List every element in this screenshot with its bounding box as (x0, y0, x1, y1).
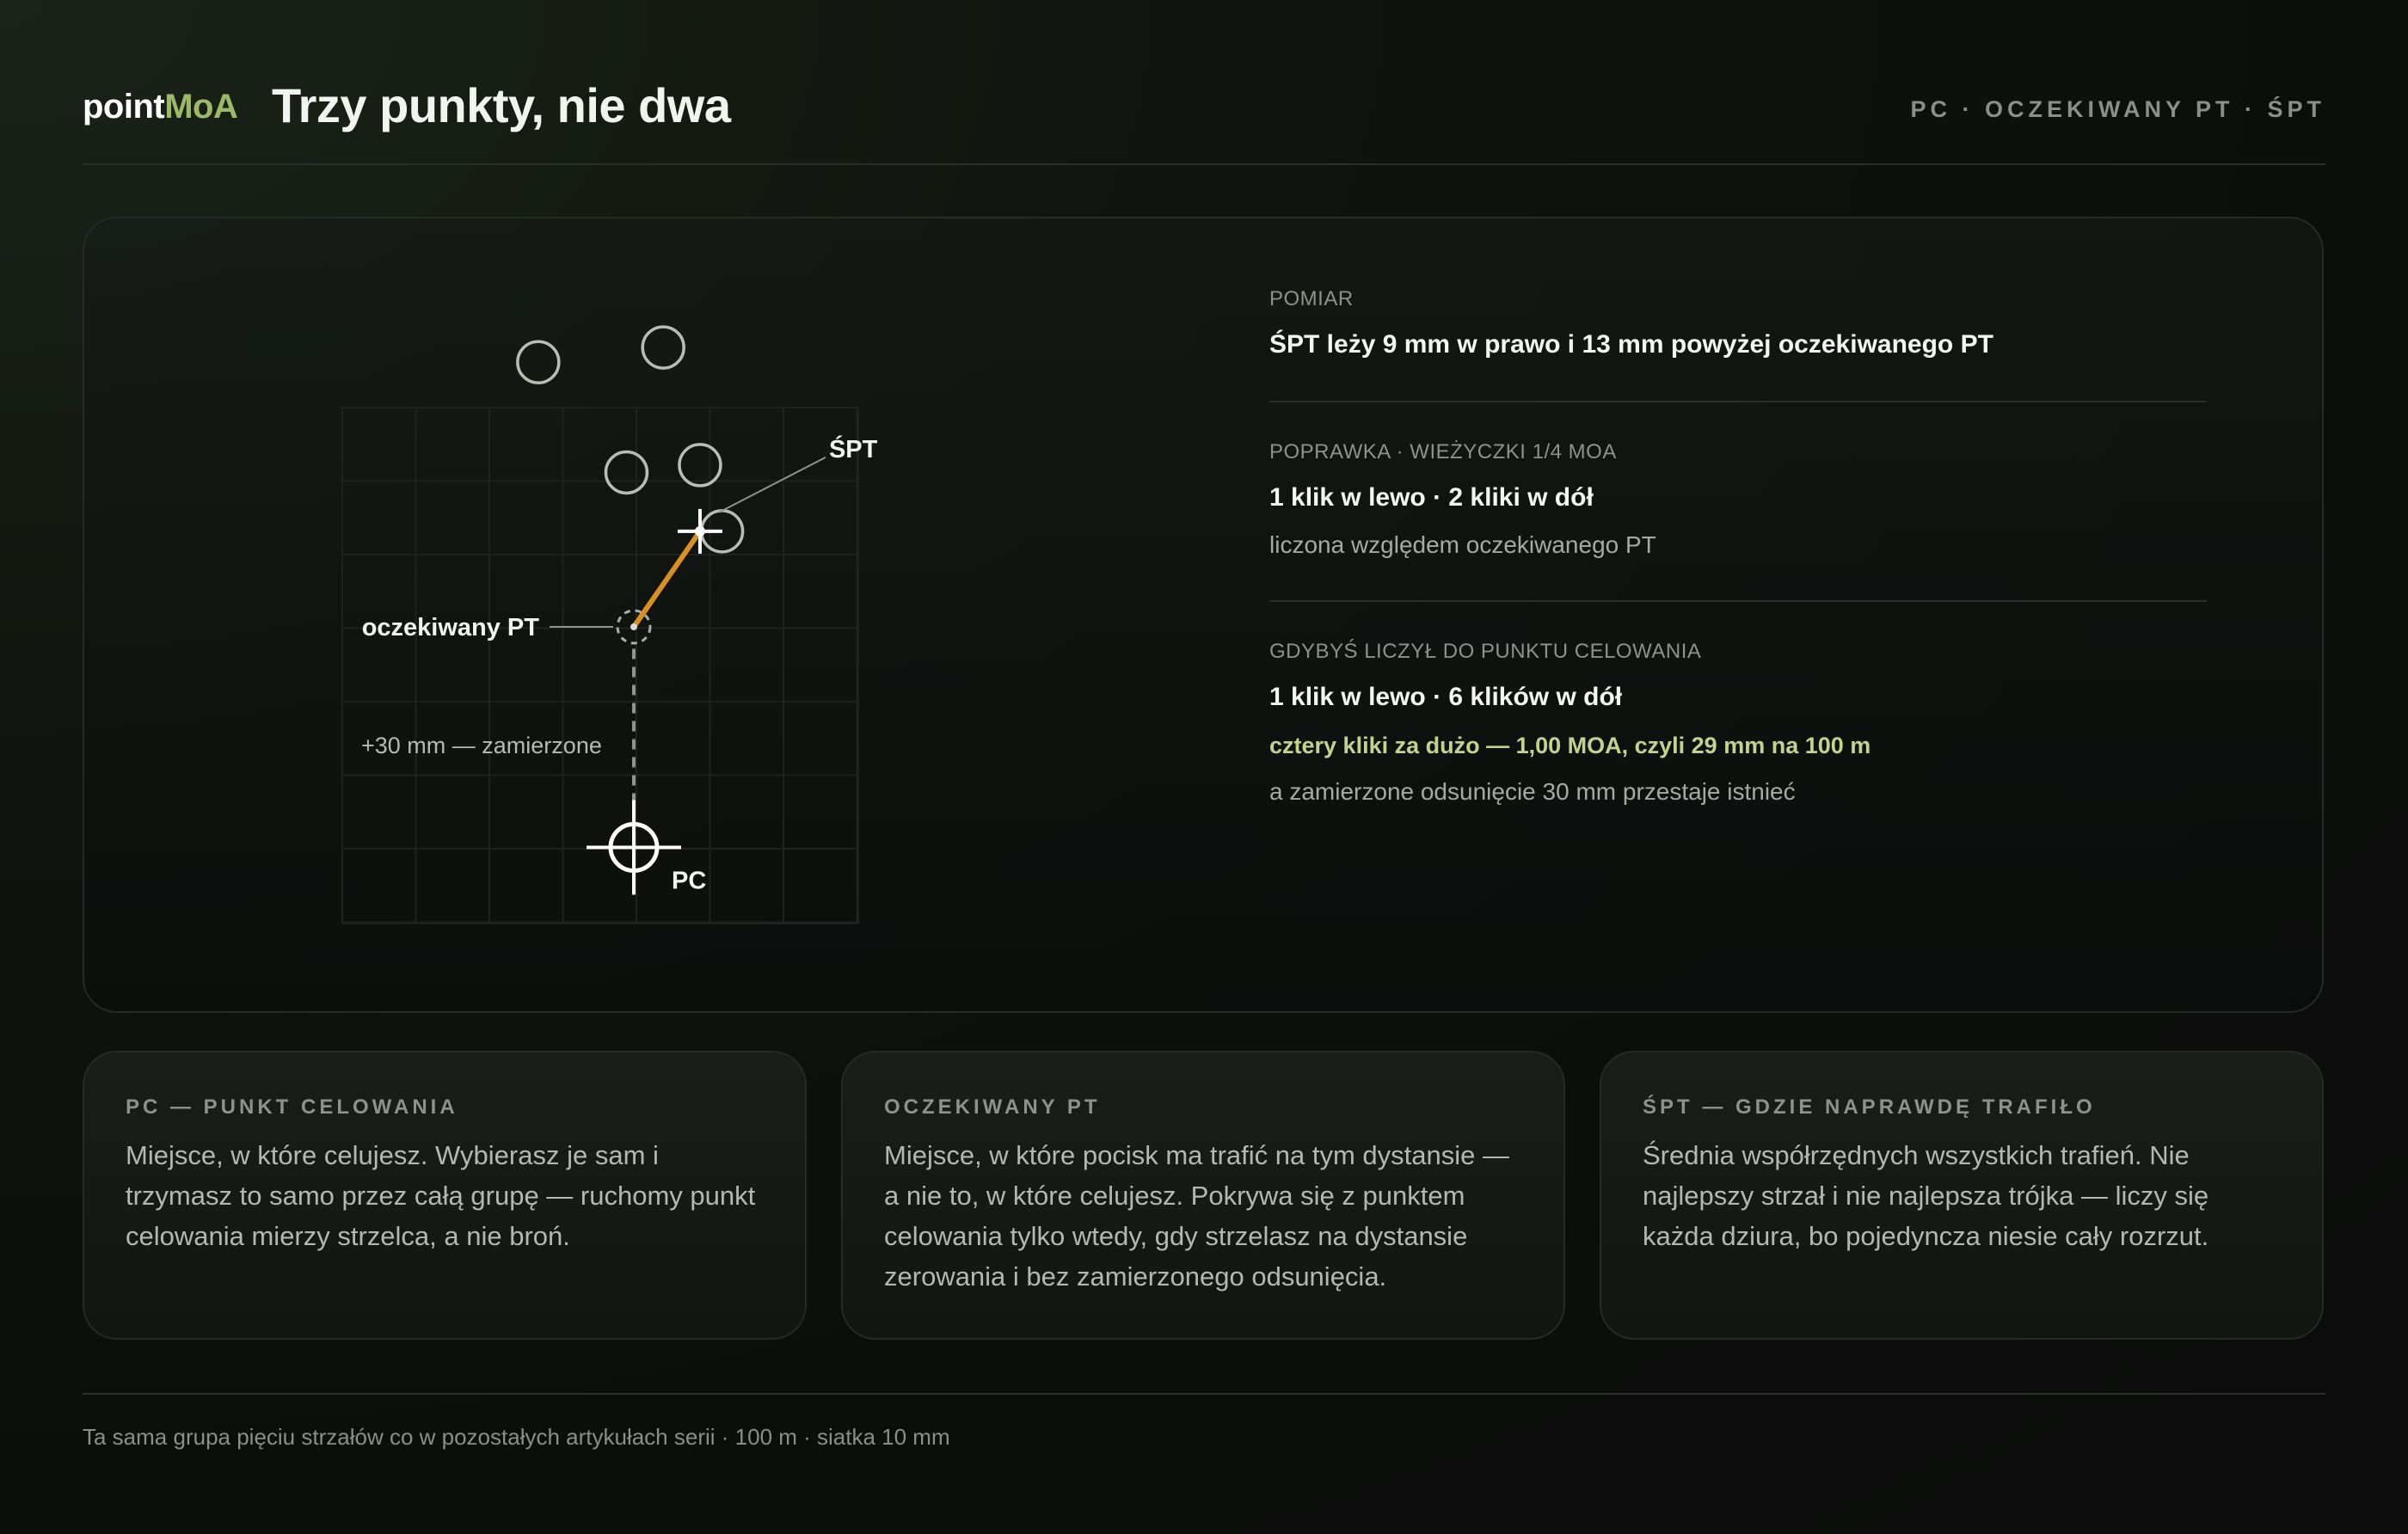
page-header (83, 77, 2325, 165)
brand-suffix: MoA (164, 88, 238, 126)
card-title: OCZEKIWANY PT (884, 1095, 1101, 1119)
spt-dot (695, 526, 705, 537)
measure-text: ŚPT leży 9 mm w prawo i 13 mm powyżej oczekiwanego PT (1269, 330, 1993, 359)
correction-label: POPRAWKA · WIEŻYCZKI 1/4 MOA (1269, 440, 1617, 463)
card-pc (83, 1051, 807, 1340)
divider (1269, 600, 2207, 602)
definition-cards (83, 1051, 2324, 1341)
expected-pt-dot (630, 623, 637, 630)
correction-sub: liczona względem oczekiwanego PT (1269, 531, 1656, 558)
brand-logo[interactable] (83, 88, 237, 126)
shot-hole (642, 327, 684, 368)
shot-hole (679, 445, 721, 486)
shot-group (518, 327, 743, 552)
correction-line (634, 531, 700, 627)
card-expected-pt (841, 1051, 1565, 1340)
spt-crosshair-icon (678, 509, 722, 554)
card-spt (1600, 1051, 2324, 1340)
alt-label: GDYBYŚ LICZYŁ DO PUNKTU CELOWANIA (1269, 640, 1702, 663)
alt-warning: cztery kliki za dużo — 1,00 MOA, czyli 29 mm na 100 m (1269, 733, 1871, 758)
card-title: PC — PUNKT CELOWANIA (126, 1095, 458, 1119)
alt-text: 1 klik w lewo · 6 klików w dół (1269, 683, 1623, 711)
alt-sub: a zamierzone odsunięcie 30 mm przestaje istnieć (1269, 778, 1796, 805)
page-title: Trzy punkty, nie dwa (272, 78, 731, 132)
card-title: ŚPT — GDZIE NAPRAWDĘ TRAFIŁO (1643, 1095, 2096, 1119)
pc-reticle-icon (587, 801, 681, 895)
target-diagram (84, 218, 1202, 1015)
brand-prefix: point (83, 88, 165, 126)
spt-leader (719, 457, 826, 512)
diagram-card (83, 217, 2324, 1013)
shot-hole (605, 451, 647, 493)
points-legend: PC · OCZEKIWANY PT · ŚPT (1910, 96, 2325, 122)
footer-divider (83, 1393, 2325, 1395)
correction-text: 1 klik w lewo · 2 kliki w dół (1269, 483, 1594, 512)
measure-label: POMIAR (1269, 287, 1354, 310)
footer-note: Ta sama grupa pięciu strzałów co w pozostałych artykułach serii · 100 m · siatka 10 mm (83, 1424, 950, 1450)
spt-label: ŚPT (828, 435, 878, 463)
card-text: Średnia współrzędnych wszystkich trafień. Nie najlepszy strzał i nie najlepsza trójka — liczy się każda dziura, bo pojedyncza niesie cały rozrzut. (1643, 1140, 2209, 1251)
shot-hole (518, 341, 559, 383)
card-text: Miejsce, w które celujesz. Wybierasz je sam i trzymasz to samo przez całą grupę — ruchomy punkt celowania mierzy strzelca, a nie broń. (126, 1140, 756, 1251)
divider (1269, 401, 2207, 402)
info-panel (1269, 287, 2207, 806)
pc-label: PC (672, 867, 707, 895)
expected-pt-label: oczekiwany PT (361, 614, 539, 641)
offset-label: +30 mm — zamierzone (361, 733, 602, 758)
card-text: Miejsce, w które pocisk ma trafić na tym dystansie — a nie to, w które celujesz. Pokrywa się z punktem celowania tylko wtedy, gdy strzelasz na dystansie zerowania i bez zamierzonego odsunięcia. (884, 1140, 1510, 1292)
